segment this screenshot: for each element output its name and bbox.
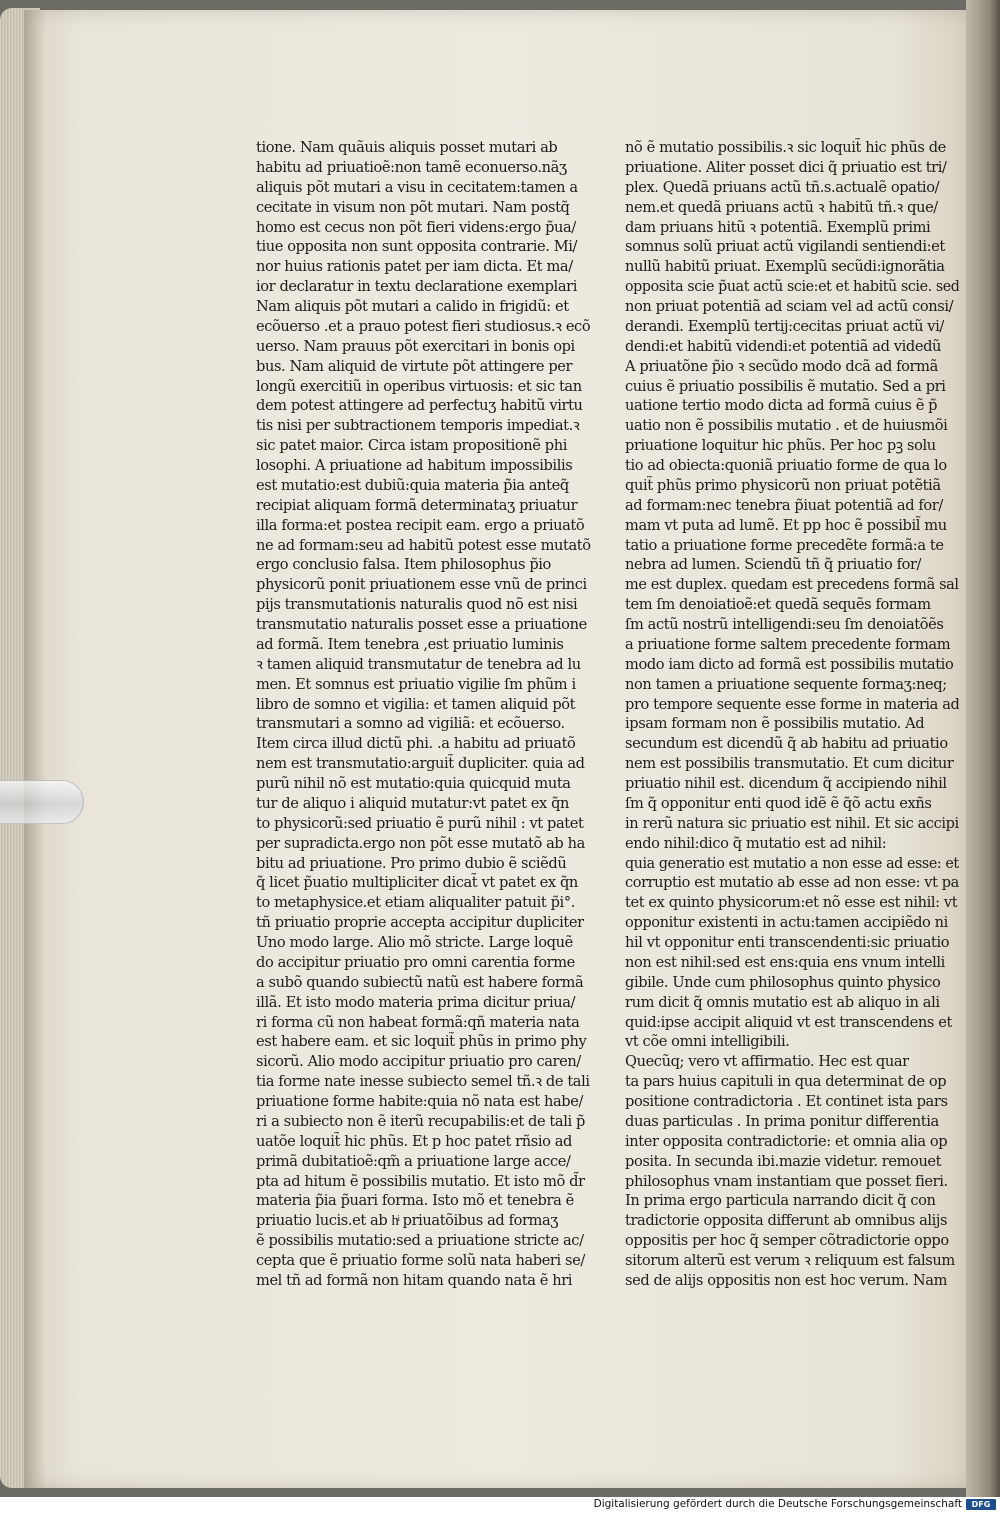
text-line: in rerũ natura sic priuatio est nihil. Et sic accipi <box>625 814 959 832</box>
text-line: to metaphysice.et etiam aliqualiter patuit p̃i°. <box>256 894 575 912</box>
text-line: est habere eam. et sic loquit̃ phũs in primo phy <box>256 1033 587 1051</box>
text-line: pijs transmutationis naturalis quod nõ est nisi <box>256 596 578 614</box>
text-line: ſm q̃ opponitur enti quod idẽ ẽ q̃õ actu exñs <box>625 794 932 812</box>
text-line: nem.et quedã priuans actũ ꝛ habitũ tñ.ꝛ que/ <box>625 198 938 216</box>
text-line: tatio a priuatione forme precedẽte formã:a te <box>625 536 944 554</box>
text-line: transmutatio naturalis posset esse a priuatione <box>256 616 587 633</box>
text-line: sicorũ. Alio modo accipitur priuatio pro caren/ <box>256 1053 581 1071</box>
text-line: ne ad formam:seu ad habitũ potest esse mutatõ <box>256 536 591 554</box>
text-line: dendi:et habitũ videndi:et potentiã ad videdũ <box>625 337 942 355</box>
text-line: philosophus vnam instantiam que posset fieri. <box>625 1172 948 1190</box>
text-line: posita. In secunda ibi.mazie videtur. remouet <box>625 1152 942 1170</box>
text-line: nebra ad lumen. Sciendũ tñ q̃ priuatio for/ <box>625 556 922 574</box>
book-right-edge <box>966 0 1000 1497</box>
text-line: inter opposita contradictorie: et omnia alia op <box>625 1132 948 1150</box>
text-line: ad formam:nec tenebra p̃iuat potentiã ad for/ <box>625 496 943 514</box>
text-line: bitu ad priuatione. Pro primo dubio ẽ sciẽdũ <box>256 854 567 872</box>
dfg-logo: DFG <box>966 1499 996 1510</box>
text-line: aliquis põt mutari a visu in cecitatem:tamen a <box>256 178 578 196</box>
text-line: ſm actũ nostrũ intelligendi:seu ſm denoiatõẽs <box>625 616 944 633</box>
text-line: derandi. Exemplũ tertij:cecitas priuat actũ vi/ <box>625 317 944 335</box>
text-line: tis nisi per subtractionem temporis impediat.ꝛ <box>256 417 580 435</box>
text-line: ri forma cũ non habeat formã:qñ materia nata <box>256 1013 580 1031</box>
text-line: priuatione. Aliter posset dici q̃ priuatio est tri/ <box>625 158 947 176</box>
text-line: priuatio nihil est. dicendum q̃ accipiendo nihil <box>625 775 947 792</box>
text-line: recipiat aliquam formã determinataʒ priuatur <box>256 496 578 514</box>
text-line: nem est possibilis transmutatio. Et cum dicitur <box>625 755 954 773</box>
text-line: priuatione forme habite:quia nõ nata est habe/ <box>256 1093 583 1110</box>
text-line: materia p̃ia p̃uari forma. Isto mõ et tenebra ẽ <box>256 1192 574 1210</box>
text-line: pta ad hitum ẽ possibilis mutatio. Et isto mõ d̃r <box>256 1172 585 1190</box>
text-line: per supradicta.ergo non põt esse mutatõ ab ha <box>256 834 585 852</box>
text-line: ecõuerso .et a prauo potest fieri studiosus.ꝛ ecõ <box>256 317 591 335</box>
text-line: duas particulas . In prima ponitur differentia <box>625 1112 939 1130</box>
text-line: ẽ possibilis mutatio:sed a priuatione stricte ac/ <box>256 1232 584 1250</box>
text-line: tia forme nate inesse subiecto semel tñ.ꝛ de tali <box>256 1073 590 1091</box>
text-line: men. Et somnus est priuatio vigilie ſm phũm i <box>256 675 576 693</box>
text-line: uerso. Nam prauus põt exercitari in bonis opi <box>256 337 575 355</box>
text-line: ad formã. Item tenebra ,est priuatio luminis <box>256 635 564 653</box>
text-line: dam priuans hitũ ꝛ potentiã. Exemplũ primi <box>625 218 931 236</box>
text-line: Item circa illud dictũ phi. .a habitu ad priuatõ <box>256 735 576 753</box>
text-line: me est duplex. quedam est precedens formã sal <box>625 576 959 594</box>
text-line: opposita scie p̃uat actũ scie:et et habitũ scie. sed <box>625 278 960 296</box>
text-line: quia generatio est mutatio a non esse ad esse: et <box>625 854 959 872</box>
text-line: vt cõe omni intelligibili. <box>625 1033 790 1051</box>
text-line: primã dubitatioẽ:qm̃ a priuatione large acce/ <box>256 1152 571 1170</box>
text-line: cepta que ẽ priuatio forme solũ nata haberi se/ <box>256 1252 585 1269</box>
text-line: plex. Quedã priuans actũ tñ.s.actualẽ opatio/ <box>625 178 940 196</box>
text-line: ior declaratur in textu declaratione exemplari <box>256 278 577 296</box>
text-line: tiue opposita non sunt opposita contrarie. Mi/ <box>256 238 578 256</box>
text-line: pro tempore sequente esse forme in materia ad <box>625 695 959 713</box>
text-line: Nam aliquis põt mutari a calido in frigidũ: et <box>256 298 569 315</box>
text-line: nor huius rationis patet per iam dicta. Et ma/ <box>256 258 573 276</box>
text-line: nem est transmutatio:arguit̃ dupliciter. quia ad <box>256 755 585 773</box>
text-line: corruptio est mutatio ab esse ad non esse: vt pa <box>625 874 959 892</box>
text-line: non priuat potentiã ad sciam vel ad actũ consi/ <box>625 298 954 315</box>
text-line: sed de alijs oppositis non est hoc verum. Nam <box>625 1271 948 1289</box>
text-line: In prima ergo particula narrando dicit q̃ con <box>625 1192 936 1210</box>
text-line: Quecũq; vero vt affirmatio. Hec est quar <box>625 1053 909 1071</box>
text-line: gibile. Unde cum philosophus quinto physico <box>625 973 941 991</box>
text-line: nõ ẽ mutatio possibilis.ꝛ sic loquit̃ hic phũs de <box>625 139 946 156</box>
text-line: longũ exercitiũ in operibus virtuosis: et sic tan <box>256 377 582 395</box>
text-line: uatio non ẽ possibilis mutatio . et de huiusmõi <box>625 417 948 435</box>
text-line: sic patet maior. Circa istam propositionẽ phi <box>256 437 567 455</box>
text-line: tet ex quinto physicorum:et nõ esse est nihil: vt <box>625 894 958 912</box>
text-line: priuatio lucis.et ab hͥ priuatõibus ad formaʒ <box>256 1212 559 1230</box>
text-line: illa forma:et postea recipit eam. ergo a priuatõ <box>256 516 585 534</box>
text-line: libro de somno et vigilia: et tamen aliquid põt <box>256 695 576 713</box>
text-line: to physicorũ:sed priuatio ẽ purũ nihil : vt patet <box>256 814 584 832</box>
text-line: somnus solũ priuat actũ vigilandi sentiendi:et <box>625 238 945 256</box>
text-line: positione contradictoria . Et continet ista pars <box>625 1093 948 1110</box>
footer-credit: Digitalisierung gefördert durch die Deutsche Forschungsgemeinschaft <box>593 1498 962 1510</box>
text-line: ergo conclusio falsa. Item philosophus p̃io <box>256 556 551 574</box>
text-line: ri a subiecto non ẽ iterũ recupabilis:et de tali p̃ <box>256 1112 585 1130</box>
binding-gutter <box>24 10 46 1488</box>
text-line: cuius ẽ priuatio possibilis ẽ mutatio. Sed a pri <box>625 377 946 395</box>
text-line: uatione tertio modo dicta ad formã cuius ẽ p̃ <box>625 397 938 415</box>
text-line: a priuatione forme saltem precedente formam <box>625 635 951 653</box>
text-line: est mutatio:est dubiũ:quia materia p̃ia anteq̃ <box>256 476 569 494</box>
text-line: rum dicit q̃ omnis mutatio est ab aliquo in ali <box>625 993 940 1011</box>
text-line: q̃ licet p̃uatio multipliciter dicat̃ vt patet ex q̃n <box>256 874 578 892</box>
text-line: tione. Nam quãuis aliquis posset mutari ab <box>256 139 558 156</box>
text-line: losophi. A priuatione ad habitum impossibilis <box>256 457 573 474</box>
text-line: endo nihil:dico q̃ mutatio est ad nihil: <box>625 834 887 852</box>
text-line: priuatione loquitur hic phũs. Per hoc pꝫ solu <box>625 437 936 455</box>
text-line: tur de aliquo i aliquid mutatur:vt patet ex q̃n <box>256 794 570 812</box>
text-line: secundum est dicendũ q̃ ab habitu ad priuatio <box>625 735 948 753</box>
text-line: modo iam dicto ad formã est possibilis mutatio <box>625 655 954 673</box>
text-line: tradictorie opposita differunt ab omnibus alijs <box>625 1212 948 1230</box>
text-line: nullũ habitũ priuat. Exemplũ secũdi:ignorãtia <box>625 258 945 276</box>
text-line: mel tñ ad formã non hitam quando nata ẽ hri <box>256 1271 573 1289</box>
text-line: ꝛ tamen aliquid transmutatur de tenebra ad lu <box>256 655 581 673</box>
text-line: illã. Et isto modo materia prima dicitur priua/ <box>256 993 576 1011</box>
text-line: quid:ipse accipit aliquid vt est transcendens et <box>625 1013 952 1031</box>
text-line: habitu ad priuatioẽ:non tamẽ econuerso.nãʒ <box>256 158 567 176</box>
text-line: mam vt puta ad lumẽ. Et pp hoc ẽ possibil̃ mu <box>625 516 947 534</box>
text-line: bus. Nam aliquid de virtute põt attingere per <box>256 357 573 375</box>
text-column-right <box>625 138 959 1291</box>
text-line: ipsam formam non ẽ possibilis mutatio. Ad <box>625 715 925 733</box>
text-line: do accipitur priuatio pro omni carentia forme <box>256 953 575 971</box>
text-line: non tamen a priuatione sequente formaʒ:neq; <box>625 675 947 693</box>
text-line: opponitur existenti in actu:tamen accipiẽdo ni <box>625 914 948 932</box>
text-line: homo est cecus non põt fieri videns:ergo p̃ua/ <box>256 218 576 236</box>
text-line: sitorum alterũ est verum ꝛ reliquum est falsum <box>625 1252 955 1269</box>
text-line: ta pars huius capituli in qua determinat de op <box>625 1073 947 1091</box>
text-line: purũ nihil nõ est mutatio:quia quicquid muta <box>256 775 571 792</box>
text-line: tio ad obiecta:quoniã priuatio forme de qua lo <box>625 457 947 474</box>
text-line: Uno modo large. Alio mõ stricte. Large loquẽ <box>256 934 573 951</box>
text-line: uatõe loquit̃ hic phũs. Et p hoc patet rñsio ad <box>256 1132 572 1150</box>
text-line: physicorũ ponit priuationem esse vnũ de princi <box>256 576 587 594</box>
text-line: quit̃ phũs primo physicorũ non priuat potẽtiã <box>625 476 941 494</box>
page-clip <box>0 780 84 824</box>
text-line: oppositis per hoc q̃ semper cõtradictorie oppo <box>625 1232 949 1250</box>
text-line: dem potest attingere ad perfectuʒ habitũ virtu <box>256 397 583 415</box>
text-line: tñ priuatio proprie accepta accipitur dupliciter <box>256 914 584 932</box>
text-line: a subõ quando subiectũ natũ est habere formã <box>256 973 584 991</box>
text-line: tem ſm denoiatioẽ:et quedã sequẽs formam <box>625 596 931 614</box>
text-line: A priuatõne p̃io ꝛ secũdo modo dcã ad formã <box>625 357 938 375</box>
text-line: hil vt opponitur enti transcendenti:sic priuatio <box>625 934 950 951</box>
text-line: transmutari a somno ad vigiliã: et ecõuerso. <box>256 715 565 733</box>
text-column-left <box>256 138 600 1291</box>
text-line: cecitate in visum non põt mutari. Nam postq̃ <box>256 198 570 216</box>
footer-bar <box>0 1497 1000 1513</box>
text-line: non est nihil:sed est ens:quia ens vnum intelli <box>625 953 945 971</box>
